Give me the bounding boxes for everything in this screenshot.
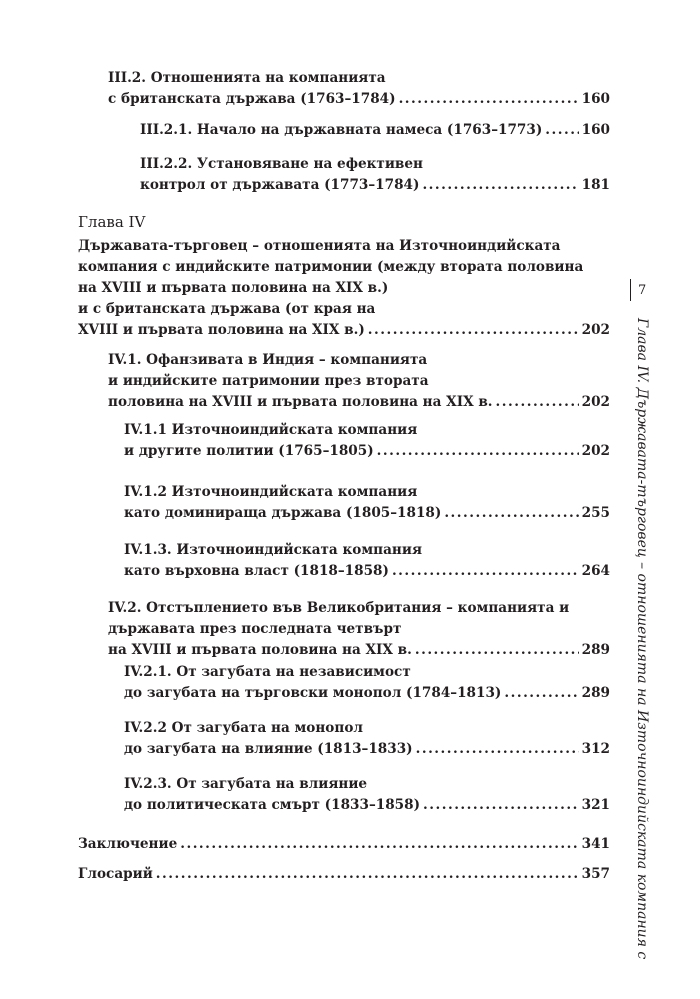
entry-line: и другите политии (1765–1805) <box>124 443 374 459</box>
page-number: 7 <box>638 283 647 298</box>
dot-leader <box>156 864 579 885</box>
entry-page-number: 312 <box>581 741 610 757</box>
entry-line: контрол от държавата (1773–1784) <box>140 177 420 193</box>
entry-line: IV.1. Офанзивата в Индия – компанията <box>108 352 428 368</box>
toc-entry-IV-2-1[interactable] <box>124 662 610 704</box>
entry-line: половина на XVIII и първата половина на XIX в. <box>108 394 493 410</box>
toc-entry-IV-2-3[interactable] <box>124 774 610 816</box>
dot-leader <box>180 834 578 855</box>
entry-line: Заключение <box>78 836 178 852</box>
entry-page-number: 357 <box>581 866 610 882</box>
entry-page-number: 341 <box>581 836 610 852</box>
dot-leader <box>377 441 579 462</box>
entry-line: като върховна власт (1818–1858) <box>124 563 389 579</box>
entry-page-number: 202 <box>581 394 610 410</box>
entry-line: с британската държава (1763–1784) <box>108 91 396 107</box>
entry-line: IV.1.1 Източноиндийската компания <box>124 422 418 438</box>
entry-line: на XVIII и първата половина на XIX в.) <box>78 280 389 296</box>
entry-line: Държавата-търговец – отношенията на Източноиндийската <box>78 238 561 254</box>
entry-page-number: 160 <box>581 122 610 138</box>
dot-leader <box>545 120 578 141</box>
entry-line: IV.2.3. От загубата на влияние <box>124 776 368 792</box>
dot-leader <box>444 503 578 524</box>
entry-line: III.2.2. Установяване на ефективен <box>140 156 423 172</box>
entry-line: като доминираща държава (1805–1818) <box>124 505 442 521</box>
entry-line: IV.1.3. Източноиндийската компания <box>124 542 422 558</box>
toc-entry-III-2[interactable] <box>108 68 610 110</box>
entry-page-number: 321 <box>581 797 610 813</box>
entry-line: до загубата на търговски монопол (1784–1813) <box>124 685 502 701</box>
toc-entry-IV-1[interactable] <box>108 350 610 413</box>
entry-page-number: 289 <box>581 685 610 701</box>
toc-entry-IV-1-1[interactable] <box>124 420 610 462</box>
toc-entry-III-2-1[interactable] <box>140 120 610 141</box>
toc-entry-III-2-2[interactable] <box>140 154 610 196</box>
dot-leader <box>422 175 578 196</box>
toc-entry-IV-1-3[interactable] <box>124 540 610 582</box>
entry-line: държавата през последната четвърт <box>108 621 402 637</box>
entry-page-number: 289 <box>581 642 610 658</box>
entry-line: до загубата на влияние (1813–1833) <box>124 741 413 757</box>
dot-leader <box>423 795 579 816</box>
running-head: Глава IV. Държавата-търговец – отношенията на Източноиндийската компания с <box>634 318 650 960</box>
toc-entry-glossary[interactable] <box>78 864 610 885</box>
toc-entry-conclusion[interactable] <box>78 834 610 855</box>
entry-page-number: 264 <box>581 563 610 579</box>
entry-line: III.2.1. Начало на държавната намеса (1763–1773) <box>140 122 543 138</box>
dot-leader <box>399 89 579 110</box>
entry-line: Глосарий <box>78 866 153 882</box>
chapter-label: Глава IV <box>78 213 146 231</box>
dot-leader <box>496 392 579 413</box>
entry-line: IV.2.1. От загубата на независимост <box>124 664 411 680</box>
dot-leader <box>368 320 579 341</box>
entry-page-number: 255 <box>581 505 610 521</box>
entry-line: до политическата смърт (1833–1858) <box>124 797 421 813</box>
dot-leader <box>415 640 579 661</box>
entry-page-number: 160 <box>581 91 610 107</box>
entry-line: компания с индийските патримонии (между втората половина <box>78 259 584 275</box>
dot-leader <box>416 739 579 760</box>
entry-line: III.2. Отношенията на компанията <box>108 70 386 86</box>
entry-line: на XVIII и първата половина на XIX в. <box>108 642 412 658</box>
page-number-rule <box>630 279 631 301</box>
toc-entry-chapter-IV[interactable] <box>78 236 610 341</box>
entry-line: IV.1.2 Източноиндийската компания <box>124 484 418 500</box>
entry-page-number: 202 <box>581 322 610 338</box>
entry-line: XVIII и първата половина на XIX в.) <box>78 322 365 338</box>
entry-page-number: 181 <box>581 177 610 193</box>
entry-line: IV.2. Отстъплението във Великобритания – компанията и <box>108 600 570 616</box>
toc-entry-IV-2[interactable] <box>108 598 610 661</box>
entry-page-number: 202 <box>581 443 610 459</box>
dot-leader <box>504 683 578 704</box>
dot-leader <box>392 561 579 582</box>
entry-line: и индийските патримонии през втората <box>108 373 429 389</box>
toc-entry-IV-1-2[interactable] <box>124 482 610 524</box>
entry-line: IV.2.2 От загубата на монопол <box>124 720 363 736</box>
entry-line: и с британската държава (от края на <box>78 301 376 317</box>
toc-entry-IV-2-2[interactable] <box>124 718 610 760</box>
